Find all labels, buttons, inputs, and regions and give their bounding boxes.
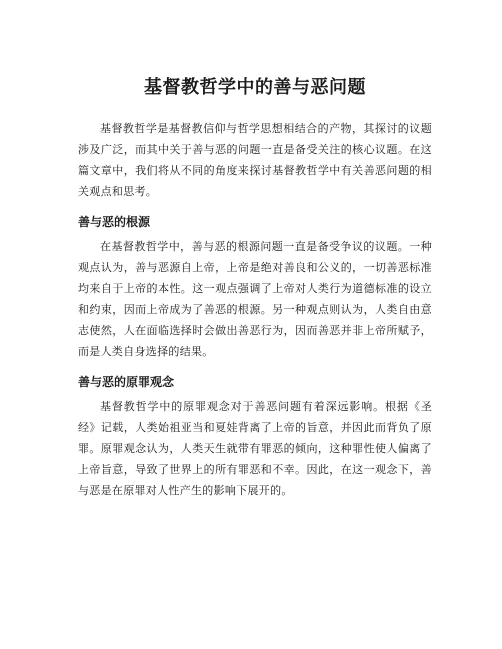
section-heading-original-sin: 善与恶的原罪观念 [78,375,175,389]
section-body-origin: 在基督教哲学中，善与恶的根源问题一直是备受争议的议题。一种观点认为，善与恶源自上帝，上帝是绝对善良和公义的，一切善恶标准均来自于上帝的本性。这一观点强调了上帝对人类行为道德标准的设立和约束，因而上帝成为了善恶的根源。另一种观点则认为，人类自由意志使然，人在面临选择时会做出善恶行为，因而善恶并非上帝所赋予，而是人类自身选择的结果。 [78,240,432,358]
document-title: 基督教哲学中的善与恶问题 [144,77,366,98]
section-heading-origin: 善与恶的根源 [78,215,151,229]
section-body-original-sin: 基督教哲学中的原罪观念对于善恶问题有着深远影响。根据《圣经》记载，人类始祖亚当和夏娃背离了上帝的旨意，并因此而背负了原罪。原罪观念认为，人类天生就带有罪恶的倾向，这种罪性使人偏离了上帝旨意，导致了世界上的所有罪恶和不幸。因此，在这一观念下，善与恶是在原罪对人性产生的影响下展开的。 [78,400,432,497]
intro-paragraph: 基督教哲学是基督教信仰与哲学思想相结合的产物，其探讨的议题涉及广泛，而其中关于善与恶的问题一直是备受关注的核心议题。在这篇文章中，我们将从不同的角度来探讨基督教哲学中有关善恶问题的相关观点和思考。 [78,122,432,198]
